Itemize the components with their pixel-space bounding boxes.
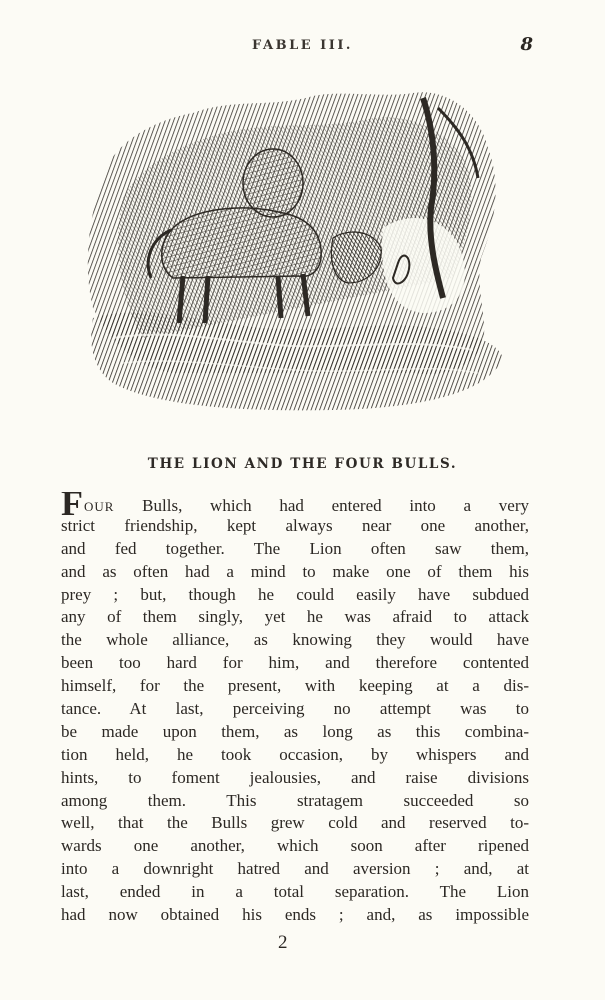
text-line: and fed together. The Lion often saw them, [61, 538, 529, 558]
first-line-rest: Bulls, which had entered into a very [114, 496, 529, 515]
illustration-caption: THE LION AND THE FOUR BULLS. [147, 456, 458, 472]
text-line: and as often had a mind to make one of them his [61, 561, 529, 581]
text-line: been too hard for him, and therefore contented [61, 653, 529, 673]
text-line: had now obtained his ends ; and, as impossible [61, 905, 529, 925]
text-line: last, ended in a total separation. The Lion [61, 882, 529, 902]
text-line: into a downright hatred and aversion ; and, at [61, 859, 529, 879]
fable-body [61, 492, 529, 927]
text-line: the whole alliance, as knowing they would have [61, 630, 529, 650]
drop-cap: F [61, 492, 83, 515]
text-line: among them. This stratagem succeeded so [61, 790, 529, 810]
text-line: prey ; but, though he could easily have subdued [61, 584, 529, 604]
woodcut-illustration [83, 88, 513, 418]
signature-mark: 2 [278, 932, 288, 953]
text-line: wards one another, which soon after ripened [61, 836, 529, 856]
page-number: 8 [520, 34, 533, 55]
text-line: tance. At last, perceiving no attempt was to [61, 699, 529, 719]
text-line: well, that the Bulls grew cold and reserved to- [61, 813, 529, 833]
text-line: strict friendship, kept always near one another, [61, 515, 529, 535]
text-line: tion held, he took occasion, by whispers and [61, 744, 529, 764]
running-head: FABLE III. [252, 38, 353, 53]
text-line: any of them singly, yet he was afraid to attack [61, 607, 529, 627]
text-line: be made upon them, as long as this combina- [61, 721, 529, 741]
text-line: hints, to foment jealousies, and raise divisions [61, 767, 529, 787]
first-word-rest: OUR [84, 499, 115, 514]
text-line-1 [61, 492, 529, 515]
text-line: himself, for the present, with keeping at a dis- [61, 676, 529, 696]
